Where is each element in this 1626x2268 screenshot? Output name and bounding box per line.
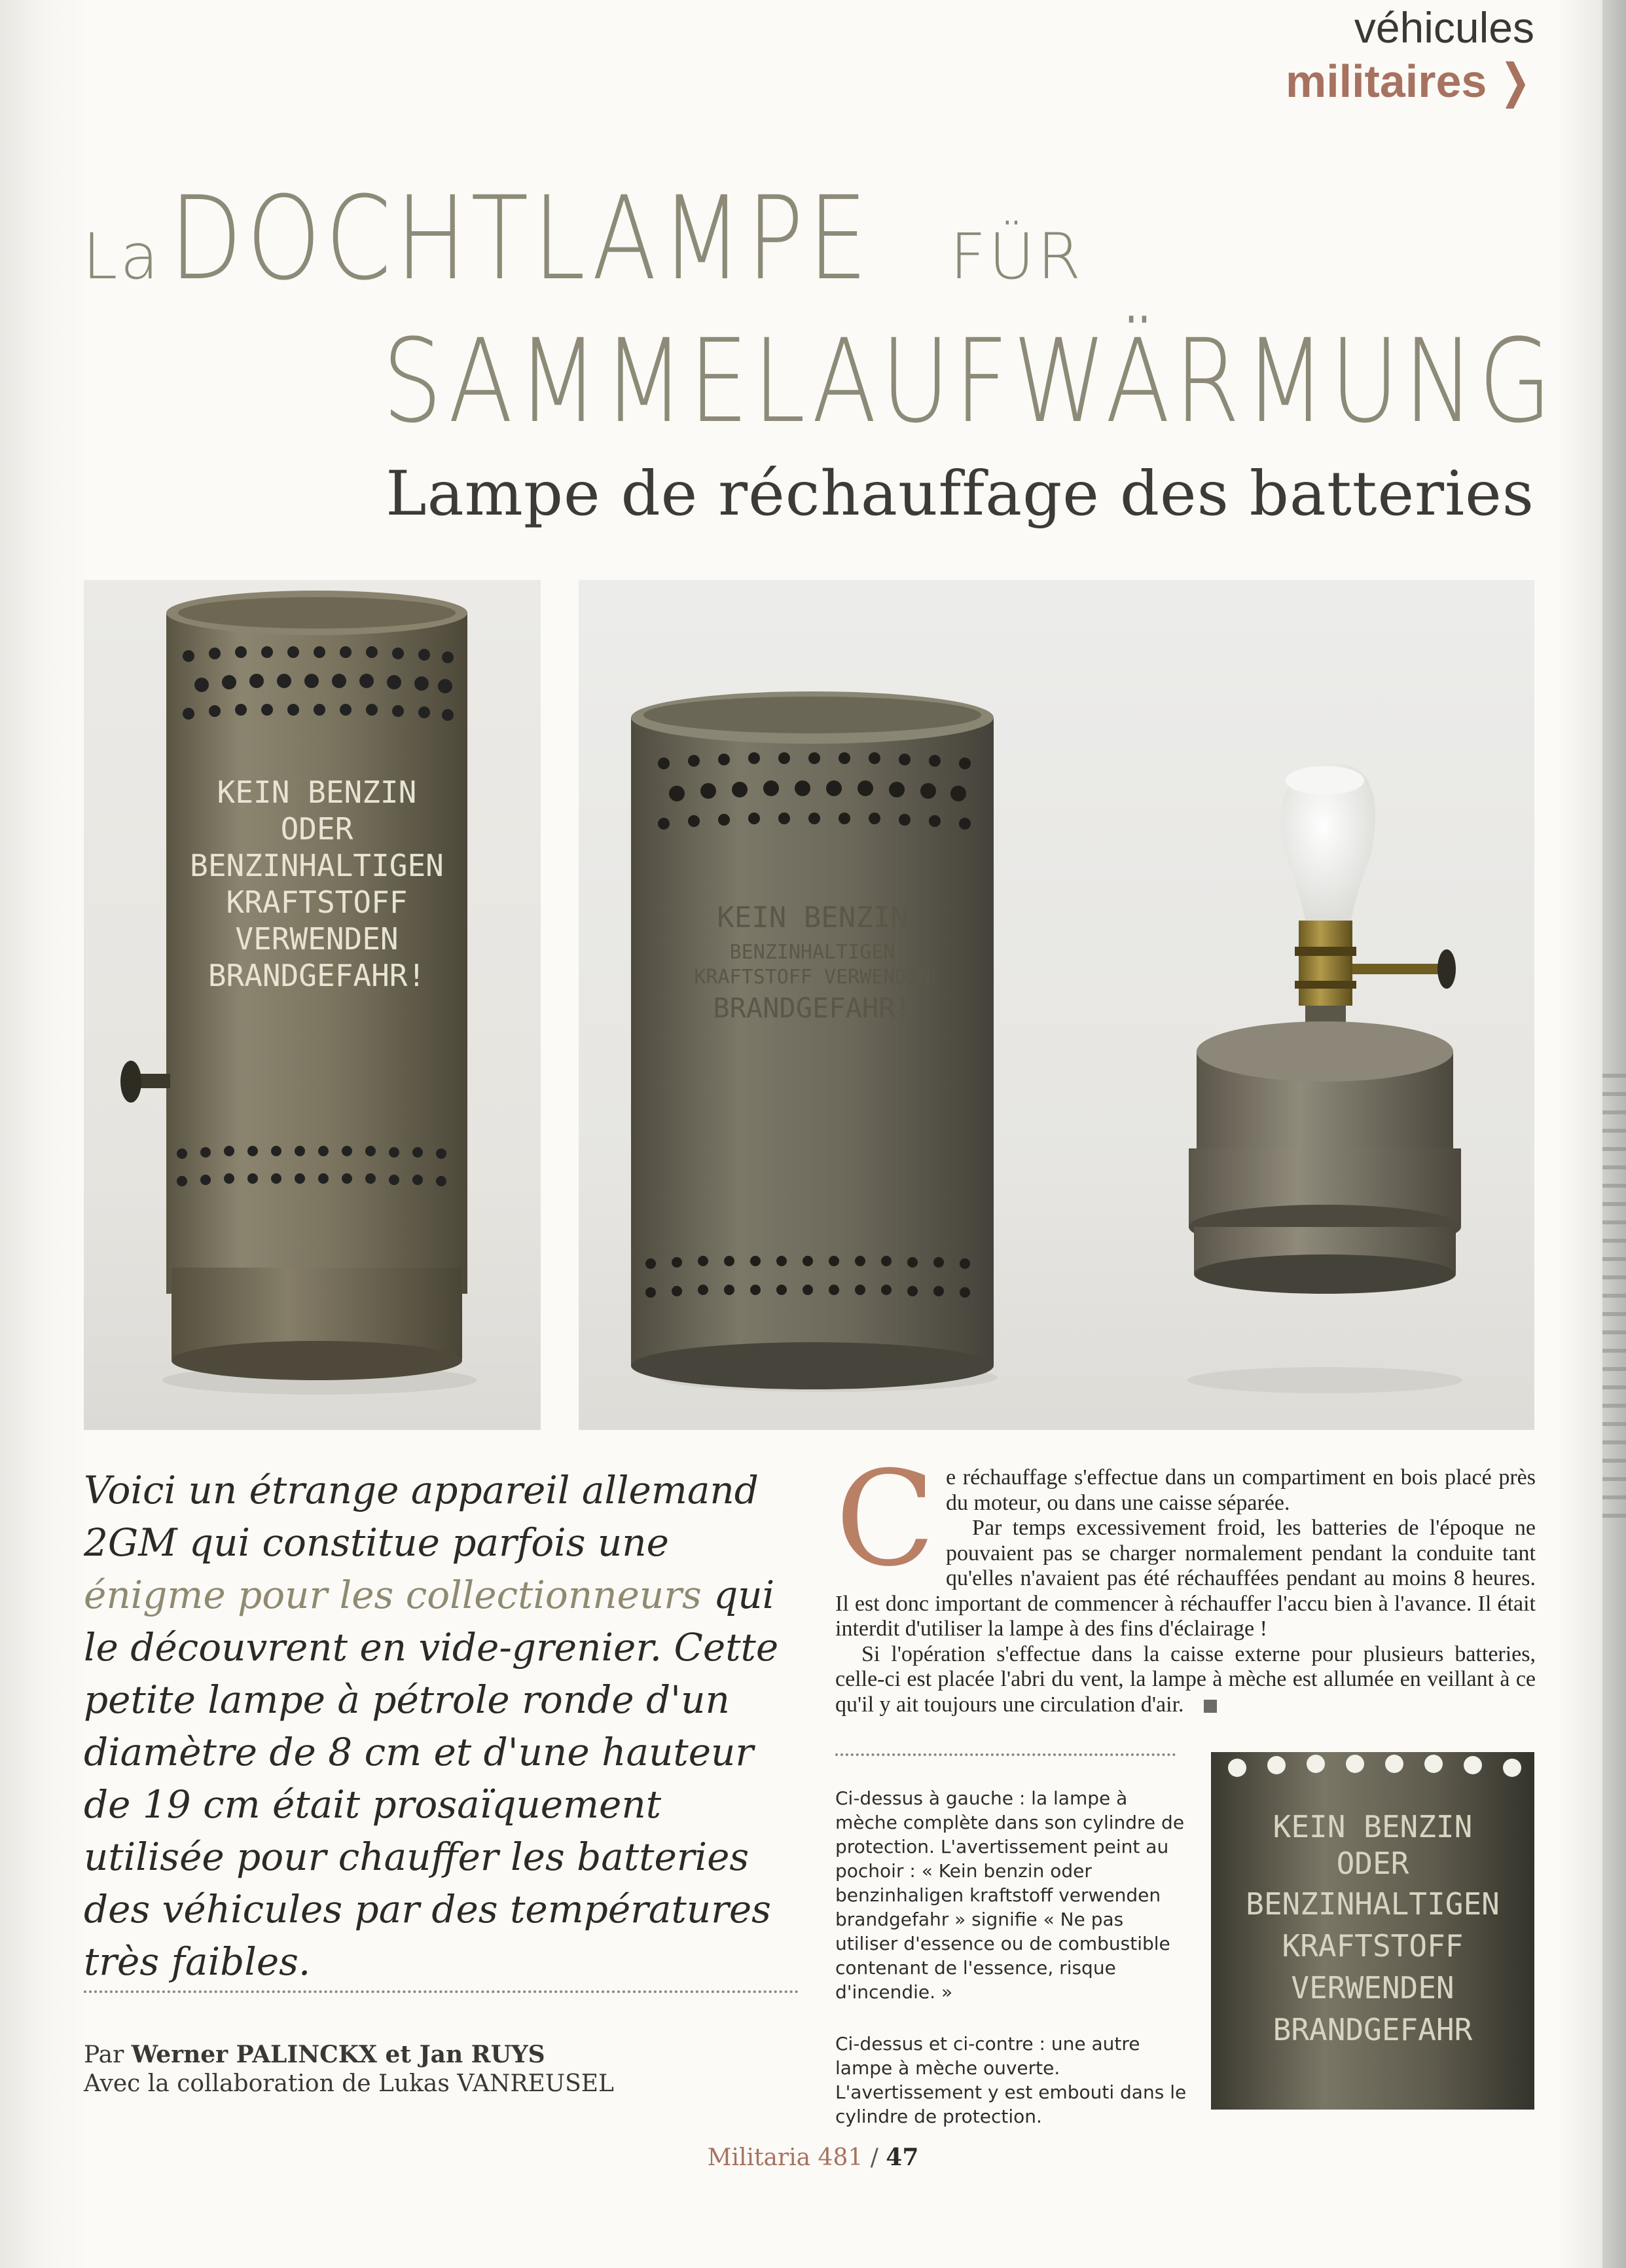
closeup-line-6: BRANDGEFAHR: [1273, 2012, 1473, 2047]
byline-prefix: Par: [84, 2041, 132, 2068]
page-footer: [0, 2144, 1626, 2171]
brass-burner: [1299, 921, 1352, 1006]
intro-divider: [84, 1990, 799, 1993]
headline-line1: [82, 172, 1083, 306]
article-subtitle: Lampe de réchauffage des batteries: [386, 458, 1534, 530]
photo-open-lamp-and-cylinder: [579, 580, 1534, 1430]
magazine-issue: Militaria 481: [707, 2144, 863, 2171]
stencil-line-2: ODER: [280, 811, 353, 847]
intro-part1: Voici un étrange appareil allemand 2GM qui constitue parfois une: [84, 1468, 759, 1565]
closeup-line-1: KEIN BENZIN: [1273, 1809, 1473, 1844]
stencil-line-5: VERWENDEN: [235, 921, 399, 957]
closeup-line-2: ODER: [1336, 1846, 1409, 1881]
lamp-illustration-left: [84, 580, 541, 1430]
headline-word2: SAMMELAUFWÄRMUNG: [382, 314, 1557, 448]
article-body: [835, 1443, 1536, 1717]
stencil-line-4: KRAFTSTOFF: [226, 885, 408, 920]
photo-stencil-closeup: [1211, 1752, 1534, 2110]
byline-authors-line: [84, 2040, 614, 2070]
headline-word1: DOCHTLAMPE: [170, 172, 873, 306]
intro-part2: qui le découvrent en vide-grenier. Cette petite lampe à pétrole ronde d'un diamètre de 8 cm et d'une hauteur de 19 cm était prosaïquement utilisée pour chauffer les batteries des véhicules par des températures très faibles.: [84, 1573, 779, 1984]
photo-lamp-painted-warning: [84, 580, 541, 1430]
photo-captions: [835, 1786, 1189, 2156]
embossed-line-2: BENZINHALTIGEN: [729, 941, 895, 964]
closeup-line-4: KRAFTSTOFF: [1282, 1928, 1464, 1964]
intro-highlight: énigme pour les collectionneurs: [84, 1573, 702, 1617]
drop-cap: C: [835, 1443, 936, 1596]
wick-knob-stem-right: [1352, 964, 1444, 974]
section-tag: [1286, 0, 1534, 107]
section-tag-line2: [1286, 55, 1534, 107]
caption-2: Ci-dessus et ci-contre : une autre lampe à mèche ouverte. L'avertissement y est embouti dans le cylindre de protection.: [835, 2033, 1187, 2127]
stencil-line-1: KEIN BENZIN: [217, 775, 417, 810]
embossed-line-3: KRAFTSTOFF VERWENDEN: [694, 966, 931, 989]
end-of-article-mark: [1204, 1700, 1217, 1713]
body-paragraph-2: Par temps excessivement froid, les batteries de l'époque ne pouvaient pas se charger normalement pendant la conduite tant qu'elles n'avaient pas été réchauffées pendant au moins 8 heures. Il est donc important de commencer à réchauffer l'accu bien à l'avance. Il était interdit d'utiliser la lampe à des fins d'éclairage !: [835, 1516, 1536, 1641]
embossed-warning: [694, 901, 930, 1024]
closeup-line-3: BENZINHALTIGEN: [1246, 1886, 1500, 1922]
headline-la: La: [82, 220, 162, 293]
headline-line2: [382, 314, 1626, 448]
chevron-right-icon: ❭: [1496, 56, 1534, 107]
lamp-illustration-right: [579, 580, 1534, 1430]
body-p3-text: Si l'opération s'effectue dans la caisse externe pour plusieurs batteries, celle-ci est placée l'abri du vent, la lampe à mèche est allumée en veillant à ce qu'il y ait toujours une circulation d'air.: [835, 1641, 1536, 1717]
stencil-line-3: BENZINHALTIGEN: [190, 848, 444, 883]
body-p1-text: e réchauffage s'effectue dans un compartiment en bois placé près du moteur, ou dans une caisse séparée.: [946, 1465, 1536, 1515]
byline-collab: Avec la collaboration de Lukas VANREUSEL: [84, 2070, 614, 2097]
wick-knob-right: [1437, 949, 1456, 989]
closeup-line-5: VERWENDEN: [1291, 1970, 1454, 2005]
body-paragraph-3: [835, 1642, 1536, 1718]
embossed-line-1: KEIN BENZIN: [717, 901, 908, 934]
section-tag-label: militaires: [1285, 56, 1487, 107]
footer-separator: /: [863, 2144, 886, 2171]
embossed-line-4: BRANDGEFAHR!: [713, 992, 912, 1024]
stencil-line-6: BRANDGEFAHR!: [208, 958, 426, 993]
caption-1: Ci-dessus à gauche : la lampe à mèche complète dans son cylindre de protection. L'avertissement peint au pochoir : « Kein benzin oder benzinhaligen kraftstoff verwenden brandgefahr » signifie « Ne pas utiliser d'essence ou de combustible contenant de l'essence, risque d'incendie. »: [835, 1787, 1185, 2003]
byline: [84, 2040, 614, 2098]
section-tag-line1: véhicules: [1354, 3, 1534, 52]
headline-fur: FÜR: [949, 220, 1084, 293]
page-number: 47: [886, 2144, 919, 2171]
spine-binding-marks: [1602, 1074, 1626, 1532]
stencil-closeup-illustration: [1211, 1752, 1534, 2110]
byline-authors: Werner PALINCKX et Jan RUYS: [131, 2041, 545, 2068]
caption-divider: [835, 1753, 1176, 1756]
article-intro: [84, 1464, 810, 1988]
wick-knob: [120, 1061, 141, 1103]
